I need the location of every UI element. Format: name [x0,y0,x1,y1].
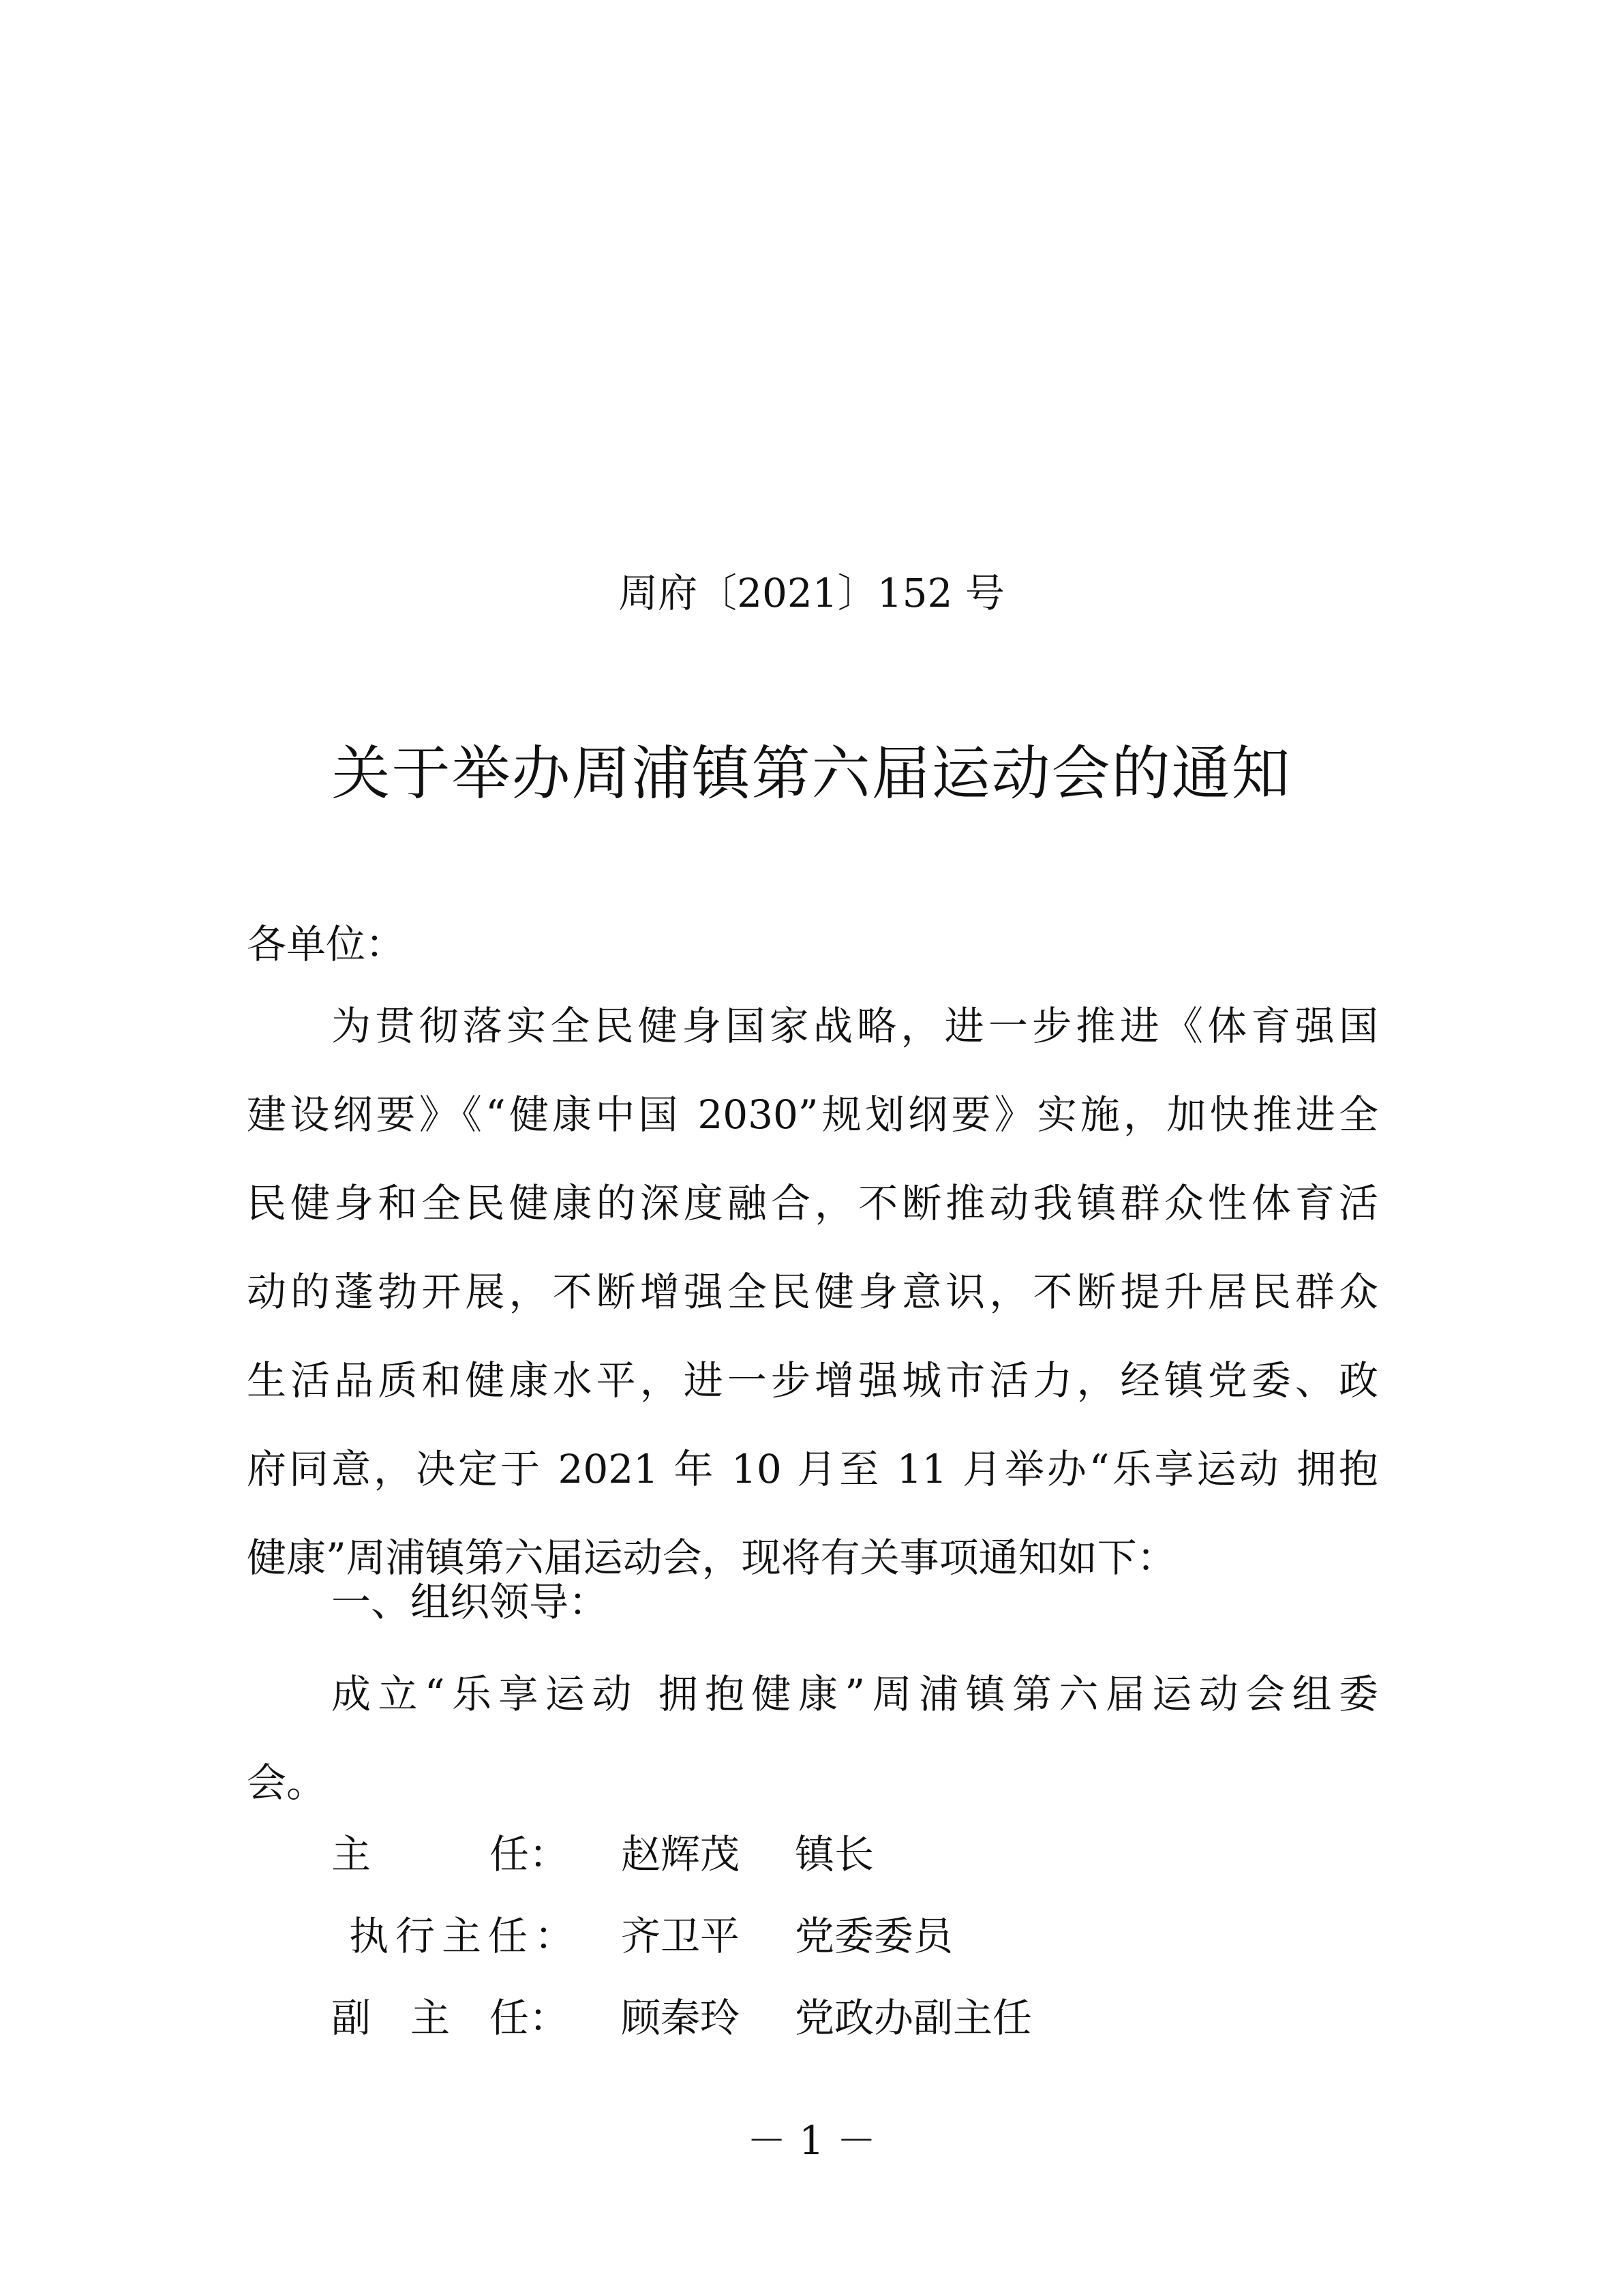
page-number: － 1 － [746,2117,877,2164]
paragraph-line: 成立“乐享运动 拥抱健康”周浦镇第六届运动会组委 [331,1671,1378,1717]
paragraph-line: 为贯彻落实全民健身国家战略，进一步推进《体育强国 [331,1003,1378,1049]
committee-title: 镇长 [795,1831,875,1877]
committee-name: 齐卫平 [621,1913,740,1959]
paragraph-line: 民健身和全民健康的深度融合，不断推动我镇群众性体育活 [247,1180,1378,1226]
committee-title: 党政办副主任 [795,1995,1033,2041]
body-paragraph-2 [247,1650,1378,1827]
committee-name: 顾秦玲 [621,1995,740,2041]
body-paragraph-1 [247,982,1378,1602]
paragraph-line: 动的蓬勃开展，不断增强全民健身意识，不断提升居民群众 [247,1269,1378,1315]
document-number: 周府〔2021〕152 号 [618,570,1005,616]
committee-row-deputy-director [331,1991,1033,2045]
committee-title: 党委委员 [795,1913,954,1959]
paragraph-line: 健康”周浦镇第六届运动会，现将有关事项通知如下： [247,1535,1177,1581]
document-title: 关于举办周浦镇第六届运动会的通知 [331,740,1292,808]
committee-role: 副 主 任： [331,1995,569,2041]
committee-row-director [331,1827,875,1882]
paragraph-line: 府同意，决定于 2021 年 10 月至 11 月举办“乐享运动 拥抱 [247,1446,1378,1492]
committee-role: 执行主任： [349,1913,581,1959]
salutation: 各单位： [247,921,406,967]
committee-row-executive-director [349,1909,954,1963]
committee-name: 赵辉茂 [621,1831,740,1877]
paragraph-line: 生活品质和健康水平，进一步增强城市活力，经镇党委、政 [247,1357,1378,1404]
paragraph-line: 会。 [247,1759,327,1806]
section-heading: 一、组织领导： [331,1579,609,1625]
committee-role: 主 任： [331,1831,569,1877]
paragraph-line: 建设纲要》《“健康中国 2030”规划纲要》实施，加快推进全 [247,1091,1378,1138]
